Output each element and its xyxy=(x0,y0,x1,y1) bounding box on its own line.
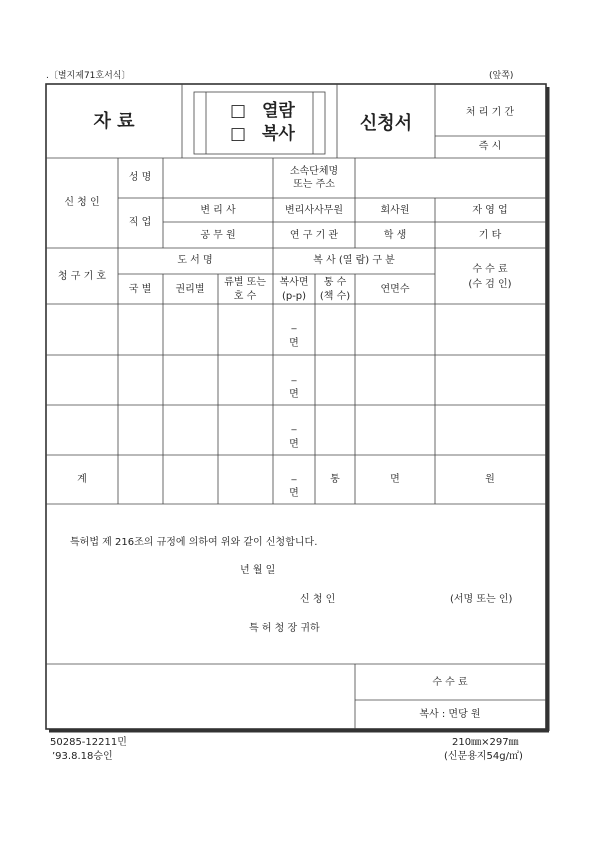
statement-text: 특허법 제 216조의 규정에 의하여 위와 같이 신청합니다. xyxy=(70,537,318,548)
fee-stamp-header: (수 검 인) xyxy=(468,279,512,290)
copy-view-section-header: 복 사 (열 람) 구 분 xyxy=(313,255,395,266)
fee-box-value: 복사 : 면당 원 xyxy=(419,709,481,720)
job-option[interactable]: 회사원 xyxy=(380,205,410,216)
applicant-signature-label: 신 청 인 xyxy=(300,594,336,605)
form-number: .〔별지제71호서식〕 xyxy=(46,71,131,81)
job-option[interactable]: 학 생 xyxy=(383,230,407,241)
col-class-line2: 호 수 xyxy=(233,291,257,302)
total-fee-unit: 원 xyxy=(485,474,495,485)
approval-date: ’93.8.18승인 xyxy=(52,751,113,762)
checkbox-icon[interactable]: □ xyxy=(230,101,247,121)
front-side-label: (앞쪽) xyxy=(489,71,514,81)
total-label: 계 xyxy=(77,474,87,485)
job-option[interactable]: 변 리 사 xyxy=(200,205,236,216)
row-page-unit: 면 xyxy=(289,439,299,450)
col-count-line1: 통 수 xyxy=(323,277,347,288)
paper-size: 210㎜×297㎜ xyxy=(452,737,519,748)
paper-type: (신문용지54g/㎡) xyxy=(444,751,523,762)
org-label-line1: 소속단체명 xyxy=(289,166,339,177)
title-left: 자 료 xyxy=(93,111,135,132)
option-view: 열람 xyxy=(262,101,295,121)
addressee: 특 허 청 장 귀하 xyxy=(249,623,320,634)
option-copy: 복사 xyxy=(262,124,295,144)
checkbox-icon[interactable]: □ xyxy=(230,124,247,144)
name-label: 성 명 xyxy=(128,172,152,183)
job-option[interactable]: 변리사사무원 xyxy=(285,205,343,216)
col-class-line1: 류별 또는 xyxy=(224,277,266,288)
row-page-unit: 면 xyxy=(289,338,299,349)
col-pages-line2: (p-p) xyxy=(281,291,307,302)
col-total-pages: 연면수 xyxy=(380,284,410,295)
title-right: 신청서 xyxy=(359,113,413,134)
book-title-header: 도 서 명 xyxy=(177,255,213,266)
date-line: 년 월 일 xyxy=(240,565,276,576)
row-dash: _ xyxy=(291,420,297,431)
row-page-unit: 면 xyxy=(289,488,299,499)
row-dash: _ xyxy=(291,470,297,481)
job-label: 직 업 xyxy=(128,217,152,228)
row-page-unit: 면 xyxy=(289,389,299,400)
col-pages-line1: 복사면 xyxy=(279,277,309,288)
form-code: 50285-12211민 xyxy=(50,737,127,748)
row-dash: _ xyxy=(291,371,297,382)
job-option[interactable]: 기 타 xyxy=(478,230,502,241)
job-option[interactable]: 연 구 기 관 xyxy=(289,230,339,241)
col-country: 국 별 xyxy=(128,284,152,295)
total-pages-unit: 면 xyxy=(390,474,400,485)
job-option[interactable]: 공 무 원 xyxy=(200,230,236,241)
applicant-label: 신 청 인 xyxy=(64,197,100,208)
processing-period-value: 즉 시 xyxy=(478,141,502,152)
total-count-unit: 통 xyxy=(330,474,340,485)
col-count-line2: (책 수) xyxy=(319,291,351,302)
claim-number-label: 청 구 기 호 xyxy=(57,271,107,282)
processing-period-label: 처 리 기 간 xyxy=(465,107,515,118)
row-dash: _ xyxy=(291,319,297,330)
fee-header: 수 수 료 xyxy=(472,264,508,275)
sign-or-seal-label: (서명 또는 인) xyxy=(450,594,513,605)
fee-box-label: 수 수 료 xyxy=(432,677,468,688)
col-right-type: 권리별 xyxy=(175,284,205,295)
org-label-line2: 또는 주소 xyxy=(293,179,335,190)
job-option[interactable]: 자 영 업 xyxy=(472,205,508,216)
